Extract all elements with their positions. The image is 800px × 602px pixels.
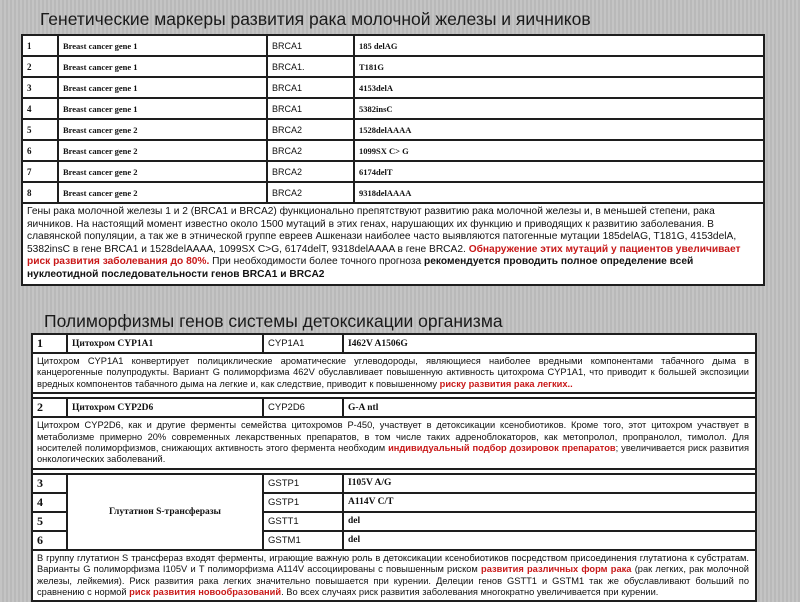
gene-variant: A114V C/T [343, 493, 756, 512]
gene-abbr: GSTP1 [263, 493, 343, 512]
gene-name: Breast cancer gene 1 [58, 98, 267, 119]
row-number: 1 [32, 334, 67, 353]
brca-description-text: Гены рака молочной железы 1 и 2 (BRCA1 и BRCA2) функционально препятствуют развитию рака молочной железы и, в меньшей степени, рака яичников. На настоящий момент известно около 1500 мутаций в этих генах, нарушающих их функцию и приводящих к развитию заболевания. В славянской популяции, а так же в этнической группе евреев Ашкенази наиболее часто выявляются патогенные мутации 185delAG, T181G, 4153delA, 5382insC в гене BRCA1 и 1528delAAAA, 1099SX C>G, 6174delT, 9318delAAAA в гене BRCA2. [27, 206, 737, 255]
table-row [22, 161, 764, 182]
gene-abbr: GSTP1 [263, 474, 343, 493]
row-number: 6 [32, 531, 67, 550]
description-row [32, 417, 756, 469]
gene-variant: G-A ntl [343, 398, 756, 417]
gene-name: Цитохром CYP2D6 [67, 398, 263, 417]
description-row [32, 353, 756, 393]
gst-risk-highlight-2: риск развития новообразований [129, 587, 282, 598]
gene-abbr: BRCA2 [267, 140, 354, 161]
table-row [22, 182, 764, 203]
title-detox-polymorphisms: Полиморфизмы генов системы детоксикации организма [44, 311, 503, 331]
gene-abbr: CYP1A1 [263, 334, 343, 353]
cyp2d6-text: Цитохром CYP2D6, как и другие ферменты семейства цитохромов P-450, участвует в детоксикации ксенобиотиков. Кроме того, этот цитохром участвует в метаболизме примерно 20% современных лекарственных препаратов, в том числе таких адреноблокаторов, как метопролол, пропранолол, тимолол. Для носителей полиморфизмов, снижающих активность этого фермента необходим [37, 420, 749, 454]
gst-description [32, 550, 756, 602]
gene-variant: del [343, 512, 756, 531]
table-row [22, 98, 764, 119]
mutation: 1528delAAAA [354, 119, 764, 140]
mutation: 6174delT [354, 161, 764, 182]
row-number: 4 [32, 493, 67, 512]
table-row [22, 140, 764, 161]
title-breast-cancer-markers: Генетические маркеры развития рака молочной железы и яичников [40, 9, 591, 29]
glutathione-group-name: Глутатион S-трансферазы [67, 474, 263, 550]
gene-variant: I105V A/G [343, 474, 756, 493]
brca-description [22, 203, 764, 285]
gene-abbr: BRCA1. [267, 56, 354, 77]
row-number: 5 [32, 512, 67, 531]
gene-name: Breast cancer gene 2 [58, 182, 267, 203]
table-row [22, 56, 764, 77]
row-number: 5 [22, 119, 58, 140]
table-row [32, 398, 756, 417]
table-row [32, 334, 756, 353]
mutation: 185 delAG [354, 35, 764, 56]
description-row [22, 203, 764, 285]
brca-mutations-table [21, 34, 765, 286]
mutation: 4153delA [354, 77, 764, 98]
mutation: T181G [354, 56, 764, 77]
row-number: 4 [22, 98, 58, 119]
row-number: 3 [32, 474, 67, 493]
gene-name: Breast cancer gene 1 [58, 77, 267, 98]
cyp1a1-risk-highlight: риску развития рака легких.. [439, 378, 573, 389]
gene-name: Breast cancer gene 1 [58, 35, 267, 56]
mutation: 9318delAAAA [354, 182, 764, 203]
row-number: 6 [22, 140, 58, 161]
gene-abbr: BRCA2 [267, 161, 354, 182]
brca-recommendation: рекомендуется проводить полное определение всей нуклеотидной последовательности генов BRCA1 и BRCA2 [27, 256, 694, 280]
row-number: 7 [22, 161, 58, 182]
cyp2d6-description [32, 417, 756, 469]
gene-variant: I462V A1506G [343, 334, 756, 353]
row-number: 1 [22, 35, 58, 56]
row-number: 2 [22, 56, 58, 77]
row-number: 3 [22, 77, 58, 98]
table-row [22, 35, 764, 56]
gst-text: В группу глутатион S трансфераз входят ферменты, играющие важную роль в детоксикации ксенобиотиков посредством присоединения глутатиона к субстратам. Варианты G полиморфизма I105V и T полиморфизма A114V ассоциированы с повышенным риском [37, 552, 749, 575]
description-row [32, 550, 756, 602]
cyp2d6-highlight: индивидуальный подбор дозировок препаратов [388, 443, 616, 454]
gene-abbr: BRCA1 [267, 98, 354, 119]
mutation: 1099SX C> G [354, 140, 764, 161]
gene-abbr: BRCA1 [267, 35, 354, 56]
gst-text-mid: (рак легких, рак молочной железы, лейкемия). Риск развития рака легких значительно повышается при курении. Делеции генов GSTT1 и GSTM1 так же обуславливают больший по сравнению с нормой [37, 564, 749, 598]
gene-name: Breast cancer gene 1 [58, 56, 267, 77]
gene-abbr: CYP2D6 [263, 398, 343, 417]
detox-polymorphisms-table [31, 333, 757, 602]
gene-name: Breast cancer gene 2 [58, 161, 267, 182]
mutation: 5382insC [354, 98, 764, 119]
gst-risk-highlight-1: развития различных форм рака [481, 564, 632, 575]
gene-variant: del [343, 531, 756, 550]
brca-risk-highlight: Обнаружение этих мутаций у пациентов увеличивает риск развития заболевания до 80%. [27, 243, 741, 268]
row-number: 2 [32, 398, 67, 417]
table-row [32, 474, 756, 493]
row-number: 8 [22, 182, 58, 203]
cyp2d6-tail: ; увеличивается риск развития онкологических заболеваний. [37, 443, 749, 465]
cyp1a1-description [32, 353, 756, 393]
gene-name: Breast cancer gene 2 [58, 119, 267, 140]
gene-abbr: BRCA1 [267, 77, 354, 98]
gene-abbr: GSTM1 [263, 531, 343, 550]
gene-abbr: BRCA2 [267, 119, 354, 140]
table-row [22, 77, 764, 98]
brca-description-mid: При необходимости более точного прогноза [212, 256, 422, 268]
gene-name: Цитохром CYP1A1 [67, 334, 263, 353]
gene-abbr: GSTT1 [263, 512, 343, 531]
gene-name: Breast cancer gene 2 [58, 140, 267, 161]
gene-abbr: BRCA2 [267, 182, 354, 203]
table-row [22, 119, 764, 140]
cyp1a1-text: Цитохром CYP1A1 конвертирует полициклические ароматические углеводороды, являющиеся наиболее вредными компонентами табачного дыма в канцерогенные полупродукты. Вариант G полиморфизма 462V обуславливает повышенную активность цитохрома CYP1A1, что приводит к большей экспозиции вредных компонентов табачного дыма на легкие и, как следствие, приводит к повышенному [37, 356, 749, 389]
gst-tail: . Во всех случаях риск развития заболевания многократно увеличивается при курении. [281, 587, 659, 598]
